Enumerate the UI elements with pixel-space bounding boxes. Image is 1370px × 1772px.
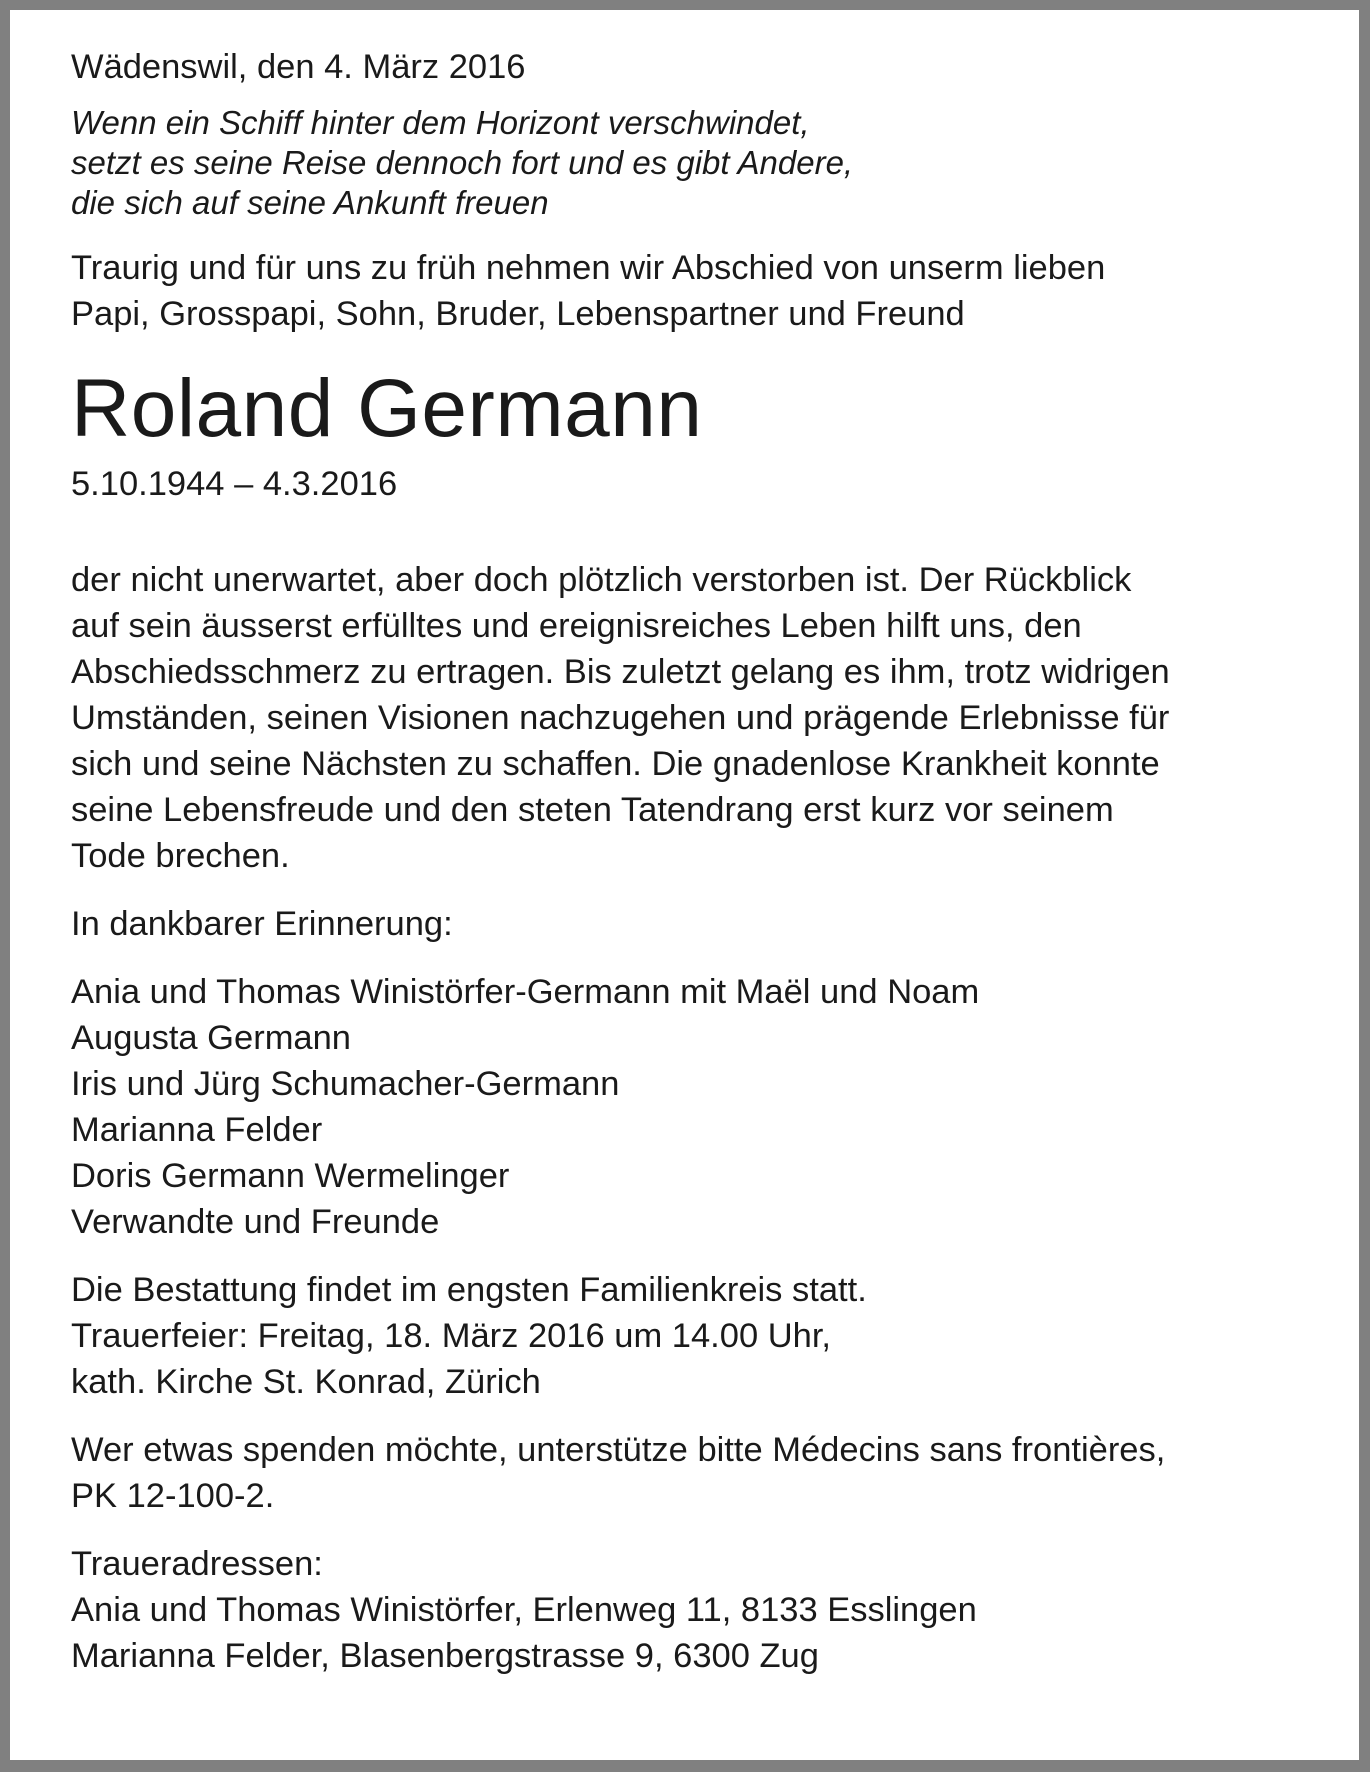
body-line: Abschiedsschmerz zu ertragen. Bis zuletzt gelang es ihm, trotz widrigen xyxy=(71,653,1170,691)
body-line: der nicht unerwartet, aber doch plötzlich verstorben ist. Der Rückblick xyxy=(71,561,1132,599)
quote-line: setzt es seine Reise dennoch fort und es gibt Andere, xyxy=(71,144,854,181)
intro-line: Traurig und für uns zu früh nehmen wir Abschied von unserm lieben xyxy=(71,249,1106,287)
mourner-entry: Verwandte und Freunde xyxy=(71,1203,440,1241)
body-line: auf sein äusserst erfülltes und ereignisreiches Leben hilft uns, den xyxy=(71,607,1082,645)
body-line: Umständen, seinen Visionen nachzugehen und prägende Erlebnisse für xyxy=(71,699,1170,737)
body-text xyxy=(71,557,1331,879)
mourner-entry: Ania und Thomas Winistörfer-Germann mit Maël und Noam xyxy=(71,973,980,1011)
body-line: seine Lebensfreude und den steten Tatendrang erst kurz vor seinem xyxy=(71,791,1114,829)
quote-line: Wenn ein Schiff hinter dem Horizont verschwindet, xyxy=(71,104,810,141)
mourners-list xyxy=(71,969,1331,1245)
funeral-info xyxy=(71,1267,1331,1405)
donation-line: PK 12-100-2. xyxy=(71,1477,275,1515)
life-dates: 5.10.1944 – 4.3.2016 xyxy=(71,465,398,503)
funeral-line: kath. Kirche St. Konrad, Zürich xyxy=(71,1363,541,1401)
memory-heading: In dankbarer Erinnerung: xyxy=(71,905,453,943)
mourner-entry: Marianna Felder xyxy=(71,1111,323,1149)
body-line: Tode brechen. xyxy=(71,837,290,875)
addresses-heading: Traueradressen: xyxy=(71,1545,323,1583)
deceased-name: Roland Germann xyxy=(71,363,703,454)
place-date: Wädenswil, den 4. März 2016 xyxy=(71,48,526,86)
mourner-entry: Iris und Jürg Schumacher-Germann xyxy=(71,1065,620,1103)
intro-block xyxy=(71,245,1331,337)
body-line: sich und seine Nächsten zu schaffen. Die gnadenlose Krankheit konnte xyxy=(71,745,1160,783)
mourning-addresses xyxy=(71,1541,1331,1679)
intro-line: Papi, Grosspapi, Sohn, Bruder, Lebenspartner und Freund xyxy=(71,295,965,333)
address-line: Marianna Felder, Blasenbergstrasse 9, 6300 Zug xyxy=(71,1637,819,1675)
mourner-entry: Doris Germann Wermelinger xyxy=(71,1157,510,1195)
quote-block xyxy=(71,103,1331,223)
mourner-entry: Augusta Germann xyxy=(71,1019,351,1057)
donation-info xyxy=(71,1427,1331,1519)
address-line: Ania und Thomas Winistörfer, Erlenweg 11, 8133 Esslingen xyxy=(71,1591,977,1629)
funeral-line: Die Bestattung findet im engsten Familienkreis statt. xyxy=(71,1271,867,1309)
funeral-line: Trauerfeier: Freitag, 18. März 2016 um 14.00 Uhr, xyxy=(71,1317,831,1355)
donation-line: Wer etwas spenden möchte, unterstütze bitte Médecins sans frontières, xyxy=(71,1431,1166,1469)
obituary-notice xyxy=(71,44,1331,1679)
quote-line: die sich auf seine Ankunft freuen xyxy=(71,184,549,221)
